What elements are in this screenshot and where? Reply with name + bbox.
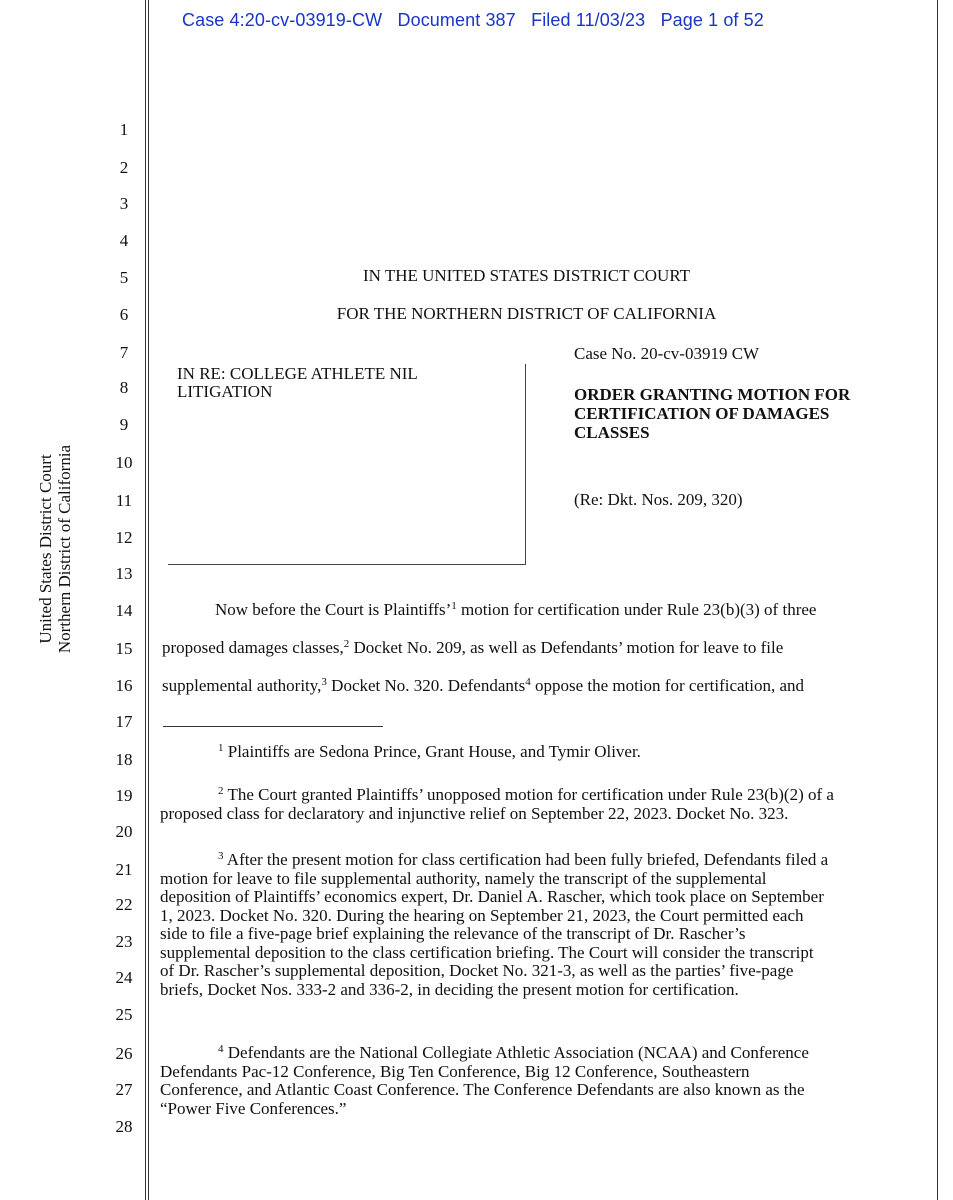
footnote-ref-4[interactable]: 4 — [525, 676, 531, 688]
footnote-text: Defendants are the National Collegiate Athletic Association (NCAA) and Conference — [223, 1043, 809, 1062]
line-number: 24 — [115, 968, 133, 987]
order-title-line-2: CERTIFICATION OF DAMAGES — [574, 404, 830, 423]
body-text: Docket No. 320. Defendants — [326, 676, 526, 695]
footnote-number: 1 — [218, 742, 224, 754]
line-number: 27 — [115, 1080, 133, 1099]
footnote-text: 1, 2023. Docket No. 320. During the hearing on September 21, 2023, the Court permitted each — [160, 905, 804, 925]
body-text: Docket No. 209, as well as Defendants’ motion for leave to file — [349, 638, 784, 657]
left-margin-rule-inner — [148, 0, 149, 1200]
line-number: 9 — [119, 415, 129, 434]
line-number: 20 — [115, 822, 133, 841]
footnote-ref-2[interactable]: 2 — [343, 638, 350, 650]
line-number: 12 — [115, 528, 133, 547]
body-text: motion for certification under Rule 23(b)(3) of three — [456, 600, 817, 619]
body-line-15 — [162, 638, 783, 658]
line-number: 21 — [115, 860, 133, 879]
line-number: 2 — [119, 158, 129, 177]
line-number: 16 — [115, 676, 133, 695]
footnote-number: 4 — [218, 1043, 224, 1055]
line-number: 19 — [115, 786, 133, 805]
footnote-text: “Power Five Conferences.” — [160, 1098, 347, 1118]
footnote-text: motion for leave to file supplemental authority, namely the transcript of the supplemental — [160, 868, 767, 888]
footnote-text: Defendants Pac-12 Conference, Big Ten Conference, Big 12 Conference, Southeastern — [160, 1061, 750, 1081]
footnote-number: 2 — [218, 785, 224, 797]
sidebar-line-2: Northern District of California — [55, 444, 74, 654]
footnote-text: The Court granted Plaintiffs’ unopposed motion for certification under Rule 23(b)(2) of a — [223, 785, 834, 804]
footnote-text: briefs, Docket Nos. 333-2 and 336-2, in deciding the present motion for certification. — [160, 979, 739, 999]
footnote-text: proposed class for declaratory and injunctive relief on September 22, 2023. Docket No. 323. — [160, 803, 789, 823]
line-number: 5 — [119, 268, 129, 287]
order-title-line-1: ORDER GRANTING MOTION FOR — [574, 385, 851, 404]
line-number: 6 — [119, 305, 129, 324]
line-number: 7 — [119, 343, 129, 362]
caption-parties-line-1: IN RE: COLLEGE ATHLETE NIL — [177, 364, 418, 383]
header-case: Case 4:20-cv-03919-CW — [182, 10, 383, 30]
line-number: 18 — [115, 750, 133, 769]
footnote-text: After the present motion for class certification had been fully briefed, Defendants filed a — [223, 850, 829, 869]
line-number: 26 — [115, 1044, 133, 1063]
left-margin-rule — [145, 0, 146, 1200]
line-number: 23 — [115, 932, 133, 951]
line-number: 22 — [115, 895, 133, 914]
document-header — [182, 10, 764, 31]
line-number: 1 — [119, 120, 129, 139]
footnote-2 — [160, 786, 834, 823]
caption-box-horizontal — [168, 564, 526, 565]
line-number: 13 — [115, 564, 133, 583]
footnote-text: supplemental deposition to the class certification briefing. The Court will consider the transcript — [160, 942, 814, 962]
body-line-14 — [215, 600, 816, 620]
line-number: 17 — [115, 712, 133, 731]
footnote-ref-3[interactable]: 3 — [321, 676, 327, 688]
footnote-ref-1[interactable]: 1 — [451, 600, 457, 612]
footnote-number: 3 — [218, 850, 224, 862]
caption-parties-line-2: LITIGATION — [177, 382, 273, 401]
header-document: Document 387 — [397, 10, 516, 30]
order-title — [574, 385, 850, 442]
line-number: 3 — [119, 194, 129, 213]
footnote-4 — [160, 1044, 809, 1118]
footnote-3 — [160, 851, 828, 999]
line-number: 11 — [115, 491, 133, 510]
body-text: Now before the Court is Plaintiffs’ — [215, 600, 452, 619]
footnote-text: Plaintiffs are Sedona Prince, Grant House, and Tymir Oliver. — [223, 742, 641, 761]
re-docket-line: (Re: Dkt. Nos. 209, 320) — [574, 490, 743, 509]
body-line-16 — [162, 676, 804, 696]
footnote-separator — [163, 726, 383, 727]
line-number: 25 — [115, 1005, 133, 1024]
right-margin-rule — [937, 0, 938, 1200]
line-number: 15 — [115, 639, 133, 658]
footnote-text: Conference, and Atlantic Coast Conference. The Conference Defendants are also known as the — [160, 1080, 805, 1099]
case-number: Case No. 20-cv-03919 CW — [574, 344, 760, 363]
caption-box-vertical — [525, 364, 526, 565]
footnote-text: of Dr. Rascher’s supplemental deposition, Docket No. 321-3, as well as the parties’ five-page — [160, 961, 794, 980]
line-number: 8 — [119, 378, 129, 397]
line-number: 28 — [115, 1117, 133, 1136]
footnote-text: deposition of Plaintiffs’ economics expert, Dr. Daniel A. Rascher, which took place on September — [160, 887, 824, 906]
header-page: Page 1 of 52 — [660, 10, 764, 30]
sidebar-line-1: United States District Court — [36, 454, 55, 644]
court-heading-line-2: FOR THE NORTHERN DISTRICT OF CALIFORNIA — [336, 304, 717, 323]
court-heading-line-1: IN THE UNITED STATES DISTRICT COURT — [362, 266, 691, 285]
line-number: 14 — [115, 601, 133, 620]
footnote-1 — [218, 743, 641, 762]
body-text: supplemental authority, — [162, 676, 322, 695]
line-number: 4 — [119, 231, 129, 250]
body-text: oppose the motion for certification, and — [530, 676, 805, 695]
line-number: 10 — [115, 453, 133, 472]
body-text: proposed damages classes, — [162, 638, 344, 657]
order-title-line-3: CLASSES — [574, 423, 650, 442]
header-filed: Filed 11/03/23 — [531, 10, 646, 30]
footnote-text: side to file a five-page brief explaining the relevance of the transcript of Dr. Rascher’s — [160, 924, 746, 943]
